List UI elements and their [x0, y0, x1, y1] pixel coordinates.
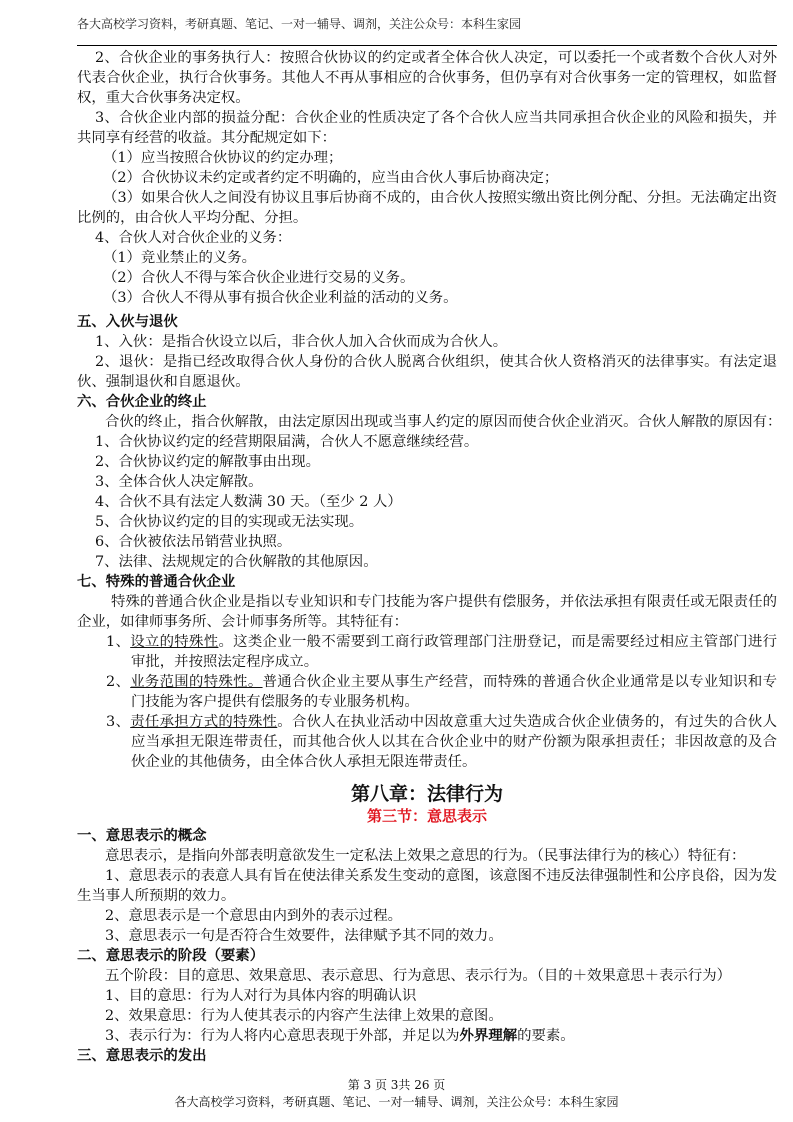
text: 的要素。	[517, 1028, 575, 1044]
page-header: 各大高校学习资料，考研真题、笔记、一对一辅导、调剂，关注公众号：本科生家园	[77, 17, 522, 31]
section-heading: 二、意思表示的阶段（要素）	[77, 947, 265, 964]
section-title: 第三节：意思表示	[366, 807, 487, 825]
section-heading: 五、入伙与退伙	[77, 313, 178, 330]
paragraph-line: 代表合伙企业，执行合伙事务。其他人不再从事相应的合伙事务，但仍享有对合伙事务一定的管理权，如监督	[77, 70, 777, 86]
section-heading: 六、合伙企业的终止	[77, 393, 207, 410]
paragraph-line: 共同享有经营的收益。其分配规定如下：	[77, 130, 337, 146]
feature-text: 。这类企业一般不需要到工商行政管理部门注册登记，而是需要经过相应主管部门进行	[218, 634, 777, 650]
item-number: 2、	[106, 674, 131, 690]
list-item: （2）合伙人不得与笨合伙企业进行交易的义务。	[103, 270, 415, 286]
paragraph-line: 1、入伙：是指合伙设立以后，非合伙人加入合伙而成为合伙人。	[95, 334, 508, 350]
paragraph-line: 伙、强制退伙和自愿退伙。	[77, 374, 250, 390]
list-item: （1）应当按照合伙协议的约定办理；	[103, 150, 343, 166]
list-item: （3）如果合伙人之间没有协议且事后协商不成的，由合伙人按照实缴出资比例分配、分担。无法确定出资	[103, 190, 777, 206]
paragraph-line: 2、效果意思：行为人使其表示的内容产生法律上效果的意图。	[105, 1008, 503, 1024]
list-item: 7、法律、法规规定的合伙解散的其他原因。	[95, 554, 378, 570]
paragraph-line: 意思表示，是指向外部表明意欲发生一定私法上效果之意思的行为。（民事法律行为的核心）特征有：	[105, 848, 746, 864]
paragraph-line: 1、目的意思：行为人对行为具体内容的明确认识	[105, 988, 417, 1004]
chapter-title: 第八章：法律行为	[350, 783, 503, 805]
paragraph-line	[77, 1026, 777, 1046]
feature-text: 普通合伙企业主要从事生产经营，而特殊的普通合伙企业通常是以专业知识和专	[262, 674, 777, 690]
section-heading: 一、意思表示的概念	[77, 827, 207, 844]
page-footer: 各大高校学习资料，考研真题、笔记、一对一辅导、调剂，关注公众号：本科生家园	[174, 1095, 619, 1109]
item-number: 1、	[106, 634, 131, 650]
list-item: 3、全体合伙人决定解散。	[95, 474, 263, 490]
list-item: 5、合伙协议约定的目的实现或无法实现。	[95, 514, 364, 530]
list-item: （2）合伙协议未约定或者约定不明确的，应当由合伙人事后协商决定；	[103, 170, 559, 186]
paragraph-line: 五个阶段：目的意思、效果意思、表示意思、行为意思、表示行为。（目的＋效果意思＋表示行为）	[105, 968, 731, 984]
paragraph-line: 3、合伙企业内部的损益分配：合伙企业的性质决定了各个合伙人应当共同承担合伙企业的风险和损失，并	[95, 110, 777, 126]
list-item: 6、合伙被依法吊销营业执照。	[95, 534, 292, 550]
list-item-cont: 比例的，由合伙人平均分配、分担。	[77, 210, 308, 226]
document-body	[77, 48, 782, 1066]
feature-cont: 应当承担无限连带责任，而其他合伙人以其在合伙企业中的财产份额为限承担责任；非因故意的及合	[131, 734, 777, 750]
paragraph-line: 企业，如律师事务所、会计师事务所等。其特征有：	[77, 614, 408, 630]
feature-item	[77, 672, 777, 692]
paragraph-line: 生当事人所预期的效力。	[77, 888, 236, 904]
paragraph-line: 2、合伙企业的事务执行人：按照合伙协议的约定或者全体合伙人决定，可以委托一个或者数个合伙人对外	[95, 50, 777, 66]
feature-cont: 门技能为客户提供有偿服务的专业服务机构。	[131, 694, 419, 710]
section-heading: 三、意思表示的发出	[77, 1047, 207, 1064]
feature-key: 设立的特殊性	[130, 634, 219, 650]
paragraph-line: 2、意思表示是一个意思由内到外的表示过程。	[105, 908, 402, 924]
header-divider	[77, 45, 777, 46]
paragraph-line: 权，重大合伙事务决定权。	[77, 90, 250, 106]
paragraph-line: 4、合伙人对合伙企业的义务：	[95, 230, 292, 246]
feature-item	[77, 632, 777, 652]
feature-item	[77, 712, 777, 732]
section-heading: 七、特殊的普通合伙企业	[77, 573, 236, 590]
page-number: 第 3 页 3共 26 页	[347, 1078, 446, 1092]
list-item: 2、合伙协议约定的解散事由出现。	[95, 454, 321, 470]
text: 3、表示行为：行为人将内心意思表现于外部，并足以为	[105, 1028, 460, 1044]
paragraph-line: 3、意思表示一句是否符合生效要件，法律赋予其不同的效力。	[105, 928, 503, 944]
list-item: （1）竞业禁止的义务。	[103, 250, 257, 266]
feature-cont: 伙企业的其他债务，由全体合伙人承担无限连带责任。	[131, 754, 477, 770]
list-item: 4、合伙不具有法定人数满 30 天。（至少 2 人）	[95, 494, 402, 510]
paragraph-line: 1、意思表示的表意人具有旨在使法律关系发生变动的意图，该意图不违反法律强制性和公序良俗，因为发	[105, 868, 777, 884]
list-item: （3）合伙人不得从事有损合伙企业利益的活动的义务。	[103, 290, 458, 306]
feature-cont: 审批，并按照法定程序成立。	[131, 654, 319, 670]
paragraph-line: 特殊的普通合伙企业是指以专业知识和专门技能为客户提供有偿服务，并依法承担有限责任或无限责任的	[111, 594, 777, 610]
list-item: 1、合伙协议约定的经营期限届满，合伙人不愿意继续经营。	[95, 434, 479, 450]
feature-key: 责任承担方式的特殊性	[130, 714, 278, 730]
item-number: 3、	[106, 714, 131, 730]
feature-key: 业务范围的特殊性。	[130, 674, 263, 690]
bold-term: 外界理解	[459, 1027, 518, 1044]
feature-text: 。合伙人在执业活动中因故意重大过失造成合伙企业债务的，有过失的合伙人	[277, 714, 777, 730]
paragraph-line: 2、退伙：是指已经改取得合伙人身份的合伙人脱离合伙组织，使其合伙人资格消灭的法律事实。有法定退	[95, 354, 777, 370]
paragraph-line: 合伙的终止，指合伙解散，由法定原因出现或当事人约定的原因而使合伙企业消灭。合伙人解散的原因有：	[105, 414, 782, 430]
